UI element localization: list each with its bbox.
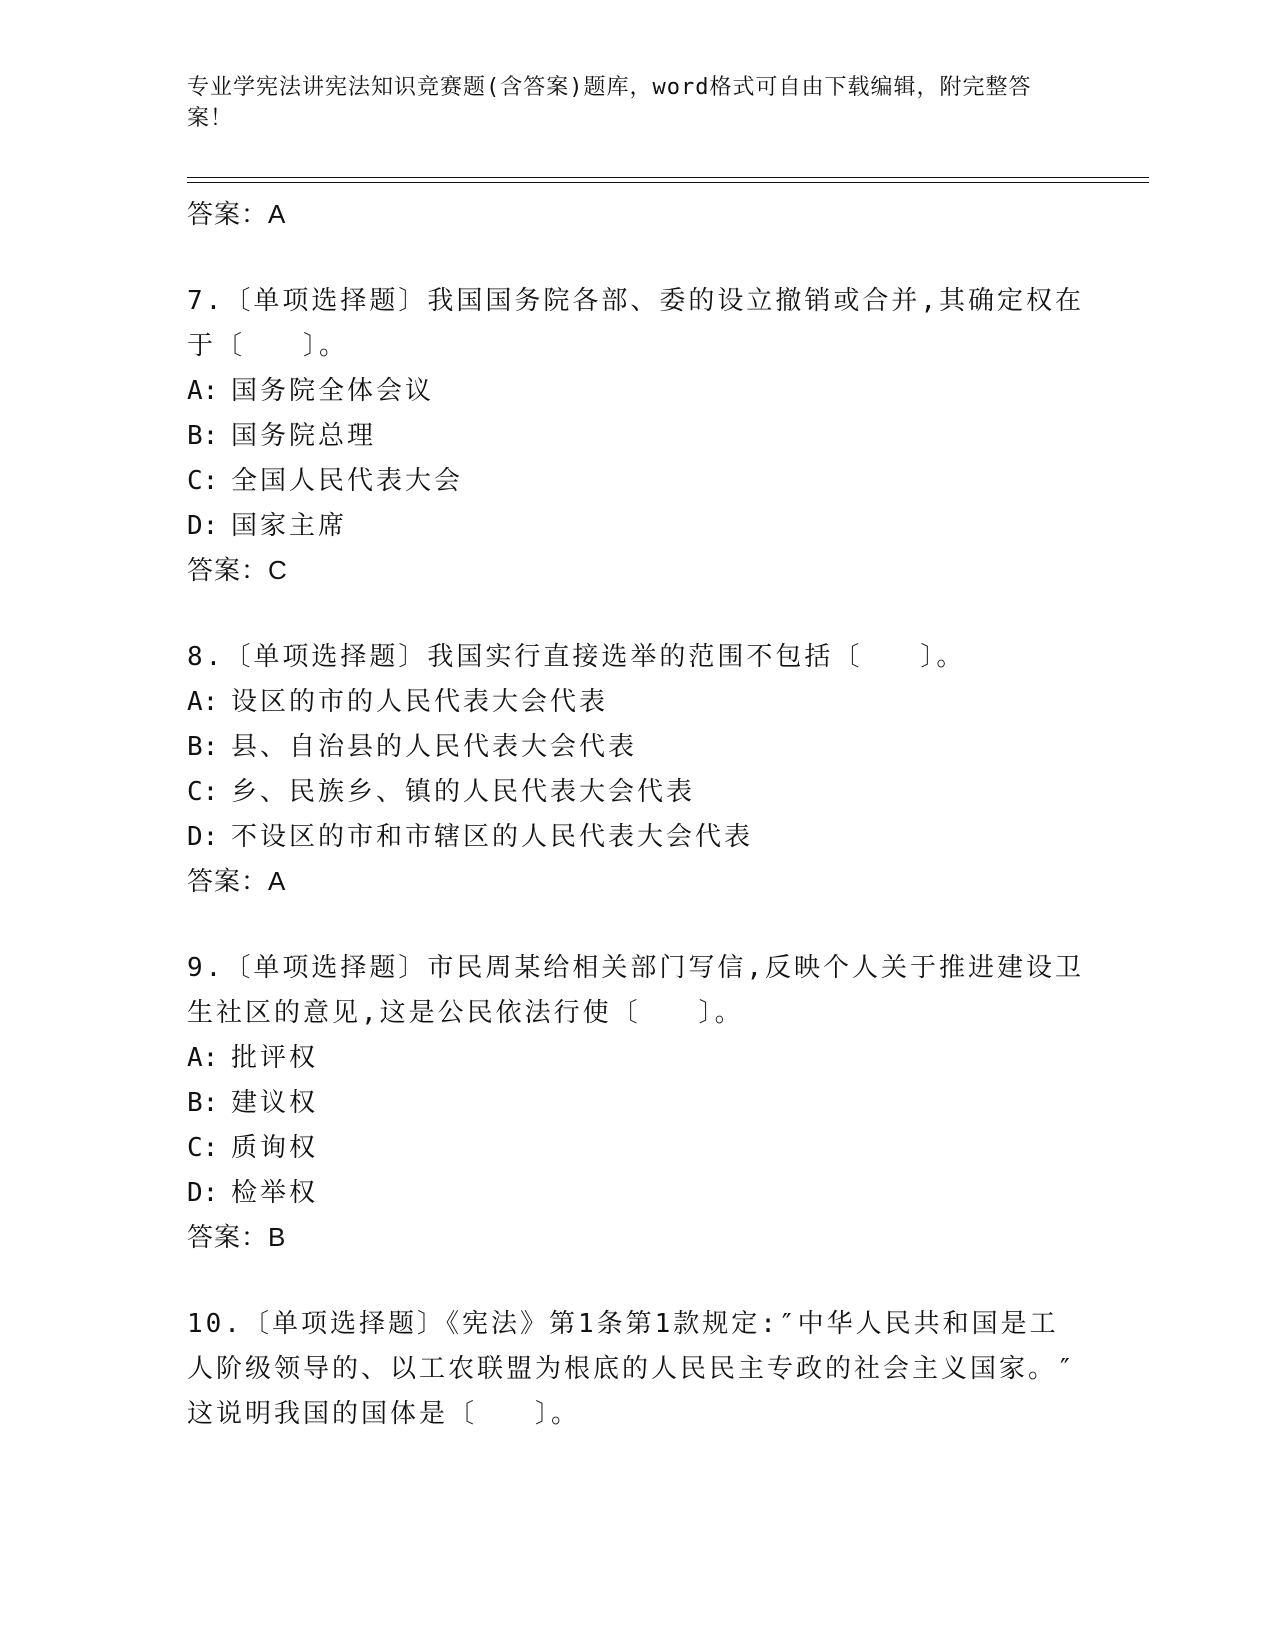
option-a [187, 369, 1087, 414]
option-d [187, 504, 1087, 549]
option-key: C: [187, 777, 219, 807]
answer-line: 答案：A [187, 866, 287, 896]
question-text [187, 635, 1087, 680]
header-divider-top [187, 177, 1149, 178]
option-text: 国家主席 [231, 511, 348, 541]
option-text: 建议权 [231, 1088, 319, 1118]
option-c [187, 770, 1087, 815]
option-b [187, 725, 1087, 770]
option-key: A: [187, 376, 219, 406]
question-text [187, 279, 1087, 369]
option-c [187, 1126, 1087, 1171]
option-d [187, 1171, 1087, 1216]
question-list [187, 193, 1087, 1437]
option-a [187, 680, 1087, 725]
answer-line: 答案：C [187, 555, 288, 585]
option-key: B: [187, 421, 219, 451]
question-number: 7. [187, 286, 225, 316]
option-text: 国务院全体会议 [231, 376, 435, 406]
question-9 [187, 946, 1087, 1258]
question-stem: 〔单项选择题〕市民周某给相关部门写信,反映个人关于推进建设卫生社区的意见,这是公民依法行使〔 〕。 [187, 953, 1084, 1028]
option-key: A: [187, 687, 219, 717]
question-7 [187, 279, 1087, 591]
question-stem: 〔单项选择题〕《宪法》第1条第1款规定:″中华人民共和国是工人阶级领导的、以工农联盟为根底的人民民主专政的社会主义国家。″这说明我国的国体是〔 〕。 [187, 1309, 1076, 1429]
question-10 [187, 1302, 1087, 1437]
question-text [187, 1302, 1087, 1437]
option-text: 设区的市的人民代表大会代表 [231, 687, 609, 717]
option-key: A: [187, 1043, 219, 1073]
option-c [187, 459, 1087, 504]
option-b [187, 414, 1087, 459]
question-8 [187, 635, 1087, 902]
question-number: 8. [187, 642, 225, 672]
option-d [187, 815, 1087, 860]
option-text: 乡、民族乡、镇的人民代表大会代表 [231, 777, 696, 807]
question-number: 9. [187, 953, 225, 983]
option-text: 县、自治县的人民代表大会代表 [231, 732, 638, 762]
question-stem: 〔单项选择题〕我国国务院各部、委的设立撤销或合并,其确定权在于〔 〕。 [187, 286, 1084, 361]
option-key: B: [187, 1088, 219, 1118]
option-b [187, 1081, 1087, 1126]
option-text: 检举权 [231, 1178, 319, 1208]
answer-line: 答案：B [187, 1222, 287, 1252]
option-text: 全国人民代表大会 [231, 466, 464, 496]
option-key: D: [187, 822, 219, 852]
option-text: 质询权 [231, 1133, 319, 1163]
question-stem: 〔单项选择题〕我国实行直接选举的范围不包括〔 〕。 [224, 642, 966, 672]
header-divider-bottom [187, 182, 1149, 183]
option-key: B: [187, 732, 219, 762]
option-key: D: [187, 511, 219, 541]
option-text: 批评权 [231, 1043, 319, 1073]
question-text [187, 946, 1087, 1036]
option-key: C: [187, 1133, 219, 1163]
option-key: C: [187, 466, 219, 496]
option-a [187, 1036, 1087, 1081]
option-text: 国务院总理 [231, 421, 377, 451]
option-key: D: [187, 1178, 219, 1208]
document-header: 专业学宪法讲宪法知识竞赛题(含答案)题库，word格式可自由下载编辑，附完整答案！ [187, 75, 1032, 131]
question-number: 10. [187, 1309, 243, 1339]
option-text: 不设区的市和市辖区的人民代表大会代表 [231, 822, 754, 852]
previous-answer: 答案：A [187, 199, 287, 229]
